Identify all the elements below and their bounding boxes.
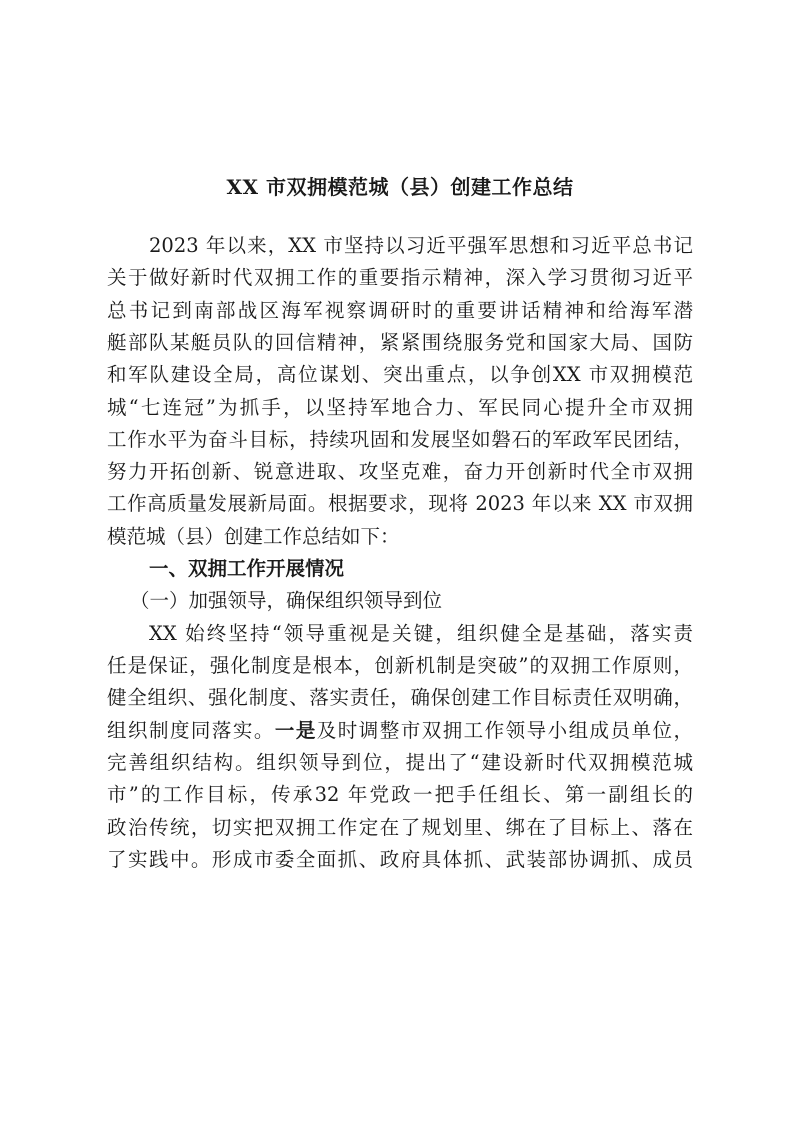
paragraph-line: 和军队建设全局，高位谋划、突出重点，以争创XX 市双拥模范 — [107, 363, 693, 386]
paragraph-line: 城“七连冠”为抓手，以坚持军地合力、军民同心提升全市双拥 — [107, 396, 693, 419]
paragraph-line: 工作高质量发展新局面。根据要求，现将 2023 年以来 XX 市双拥 — [107, 492, 693, 515]
paragraph-line: 健全组织、强化制度、落实责任，确保创建工作目标责任双明确， — [107, 686, 693, 709]
paragraph-line: 模范城（县）创建工作总结如下： — [107, 525, 400, 548]
document-title: XX 市双拥模范城（县）创建工作总结 — [226, 175, 574, 199]
section-heading: 一、双拥工作开展情况 — [149, 557, 345, 580]
paragraph-line: 工作水平为奋斗目标，持续巩固和发展坚如磐石的军政军民团结， — [107, 428, 693, 451]
paragraph-line: 任是保证，强化制度是根本，创新机制是突破”的双拥工作原则， — [107, 654, 693, 677]
paragraph-line: 总书记到南部战区海军视察调研时的重要讲话精神和给海军潜 — [107, 299, 693, 322]
paragraph-line: 关于做好新时代双拥工作的重要指示精神，深入学习贯彻习近平 — [107, 266, 693, 289]
subsection-heading: （一）加强领导，确保组织领导到位 — [130, 589, 443, 612]
paragraph-line: XX 始终坚持“领导重视是关键，组织健全是基础，落实责 — [149, 622, 693, 645]
paragraph-line: 努力开拓创新、锐意进取、攻坚克难，奋力开创新时代全市双拥 — [107, 460, 693, 483]
text-run: 组织制度同落实。 — [107, 719, 275, 742]
paragraph-line: 2023 年以来，XX 市坚持以习近平强军思想和习近平总书记 — [149, 234, 693, 257]
paragraph-line: 了实践中。形成市委全面抓、政府具体抓、武装部协调抓、成员 — [107, 848, 693, 871]
text-run: 及时调整市双拥工作领导小组成员单位， — [316, 719, 693, 742]
paragraph-line: 政治传统，切实把双拥工作定在了规划里、绑在了目标上、落在 — [107, 816, 693, 839]
emphasis-text: 一是 — [274, 719, 317, 742]
paragraph-line: 艇部队某艇员队的回信精神，紧紧围绕服务党和国家大局、国防 — [107, 331, 693, 354]
paragraph-line: 完善组织结构。组织领导到位，提出了“建设新时代双拥模范城 — [107, 751, 693, 774]
paragraph-line — [107, 716, 693, 746]
paragraph-line: 市”的工作目标，传承32 年党政一把手任组长、第一副组长的 — [107, 783, 693, 806]
